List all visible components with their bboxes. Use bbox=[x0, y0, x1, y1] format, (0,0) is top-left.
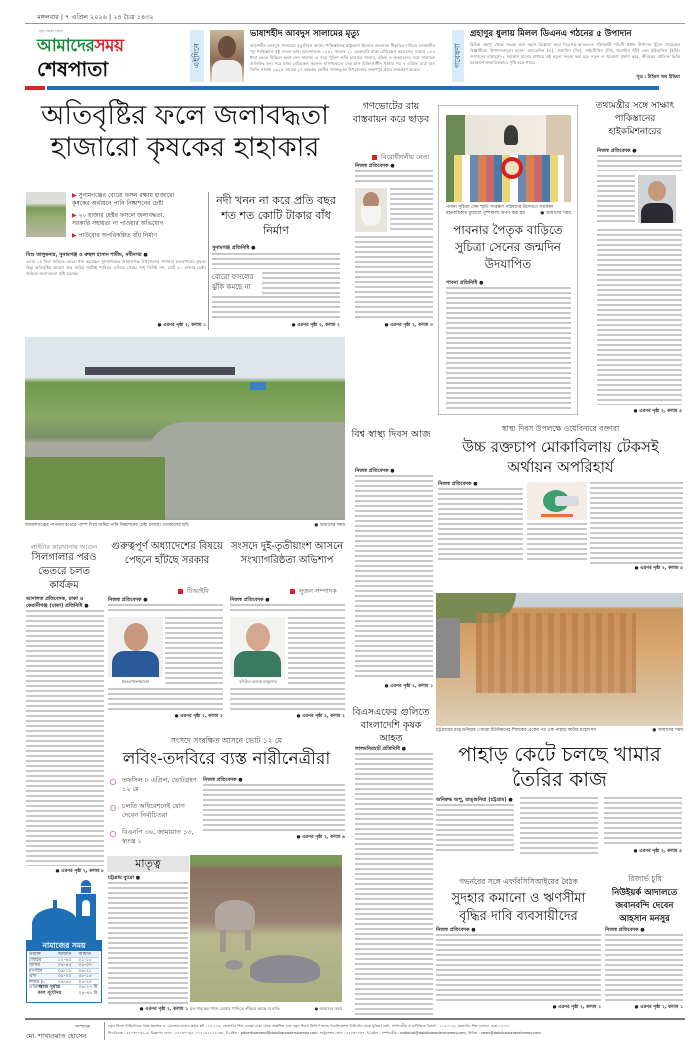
iftekharuzzaman-portrait bbox=[108, 617, 163, 677]
ordinance-tag-text: টিআইবি bbox=[187, 587, 209, 595]
editor-name: মো. শাখাওয়াত হোসেন bbox=[26, 1032, 87, 1040]
namaz-row-cell: আসর bbox=[29, 963, 40, 968]
top-rule bbox=[25, 23, 685, 24]
ordinance-body bbox=[108, 604, 223, 614]
namaz-row-cell: ০৪-৪৫ bbox=[57, 963, 72, 968]
editor-label: সম্পাদক bbox=[75, 1025, 91, 1030]
songshod-photo-caption: বদিউল আলম মজুমদার bbox=[239, 679, 277, 684]
silgala-body bbox=[26, 610, 104, 866]
red-square-icon bbox=[178, 589, 183, 594]
lead-continued[interactable]: ● এরপর পৃষ্ঠা ২, কলাম ১ bbox=[157, 323, 206, 328]
matritto-headline: মাতৃত্ব bbox=[135, 857, 161, 870]
leader-portrait bbox=[355, 188, 387, 232]
bp-byline: নিজস্ব প্রতিবেদক ● bbox=[438, 481, 478, 487]
songshod-continued[interactable]: ● এরপর পৃষ্ঠা ২, কলাম ২ bbox=[296, 714, 345, 719]
bsf-body bbox=[355, 753, 433, 1015]
footer-divider bbox=[104, 1022, 105, 1040]
triangle-bullet-icon: ▶ bbox=[72, 212, 79, 219]
gonovote-continued[interactable]: ● এরপর পৃষ্ঠা ২, কলাম ৩ bbox=[384, 323, 433, 328]
nodi-continued[interactable]: ● এরপর পৃষ্ঠা ২, কলাম ২ bbox=[291, 323, 340, 328]
ordinance-body bbox=[108, 688, 223, 712]
namaz-row-cell: ০৮-০০ bbox=[57, 974, 72, 979]
logo-part2: সময় bbox=[94, 36, 124, 56]
bsf-headline: বিএসএফের গুলিতে বাংলাদেশি কৃষক আহত bbox=[352, 707, 430, 744]
lead-headline-line1: অতিবৃষ্টির ফলে জলাবদ্ধতা bbox=[40, 100, 330, 131]
nodi-byline: সুনামগঞ্জ প্রতিনিধি ● bbox=[212, 245, 256, 251]
ei-dine-body: ভাষাশহীদ আবদুস সালামের মৃত্যুদিবস আজ। পাকিস্তানের রাষ্ট্রভাষা হিসেবে বাংলাকে স্বীকৃতির দাবিতে তৎকালীন পূর্ব পাকিস্তানে সৃষ্ট বাংলা ভাষা আন্দোলনে ১৯৫২ সালের ২১ ফেব্রুয়ারি ঢাকা মেডিকেল কলেজের সামনে ১৪৪ ধারা ভেঙে মিছিলে অংশ নেন সালাম। এ সময় পুলিশ গুলি চালালে সালাম, রফিক ও জব্বারদের সঙ্গে সালামও গুলিবিদ্ধ হন। পরে ঢাকা মেডিকেল কলেজ হাসপাতালে দেড় মাস চিকিৎসাধীন থাকার পর ৭ এপ্রিল মারা যান তিনি। সালাম ১৯২৫ সালের ২৭ নভেম্বর ফেনীর দাগনভূঞা উপজেলার লক্ষণপুর গ্রামে জন্মগ্রহণ করেন। bbox=[250, 43, 435, 72]
songshod-tag bbox=[290, 586, 337, 597]
matritto-body bbox=[108, 882, 188, 1005]
pahar-photo-credit: ● আমাদের সময় bbox=[652, 728, 683, 733]
gonovote-byline: নিজস্ব প্রতিবেদক ● bbox=[355, 163, 395, 169]
nodi-headline: নদী খনন না করে প্রতি বছর শত শত কোটি টাকার বাঁধ নির্মাণ bbox=[216, 194, 336, 237]
ordinance-headline: গুরুত্বপূর্ণ অধ্যাদেশের বিষয়ে পেছনে হাঁটছে সরকার bbox=[111, 541, 223, 566]
sudhar-byline: নিজস্ব প্রতিবেদক ● bbox=[436, 927, 476, 933]
sunrise-label: কাল সূর্যোদয় bbox=[37, 991, 62, 996]
pahar-headline: পাহাড় কেটে চলছে খামার তৈরির কাজ bbox=[458, 742, 661, 791]
sunset-label: আজ সূর্যাস্ত bbox=[38, 985, 61, 990]
nodi-body bbox=[262, 272, 340, 294]
tothyomontri-body bbox=[597, 229, 682, 405]
bp-illustration bbox=[527, 482, 587, 520]
imprint-line-1: নতুন সিনস লিমিটেডের পক্ষে প্রকাশক ড. মোবাশ্বার হাসান কর্তৃক প্লট ১১৫-১১৬, তেজগাঁও শিল্প এলাকা ঢাকা থেকে প্রকাশিত এবং নতুন সিনস প্রিন্টার্স অ্যান্ড পাবলিকেশন্স লিমিটেড থেকে মুদ্রিত। বার্তা, সম্পাদকীয় ও বাণিজ্যিক বিভাগ : ১১৫-১১৬, তেজগাঁও শিল্প এলাকা, ঢাকা-১২০৮। bbox=[108, 1024, 510, 1028]
red-square-icon bbox=[290, 589, 295, 594]
silgala-continued[interactable]: ● এরপর পৃষ্ঠা ২, কলাম ৮ bbox=[55, 869, 104, 874]
suchitra-photo bbox=[446, 115, 571, 202]
namaz-header-cell: আজান bbox=[57, 952, 72, 957]
dateline: মঙ্গলবার | ৭ এপ্রিল ২০২৬ | ২৪ চৈত্র ১৪৩২ bbox=[37, 13, 154, 21]
shastho-body bbox=[355, 475, 433, 680]
sudhar-kicker: গভর্নরের সঙ্গে এফবিসিসিআইয়ের বৈঠক bbox=[459, 877, 578, 886]
pahar-body bbox=[520, 797, 598, 854]
gonovote-tag bbox=[372, 152, 429, 163]
suchitra-photo-caption: পাবনা সুচিত্রা সেন স্মৃতি সংরক্ষণ পরিষদের উদ্যোগে গতকাল মহানায়িকার ম্যুরালে পুষ্পমাল্য অর্পণ করা হয় bbox=[446, 205, 554, 216]
nari-bullet: তফসিল ৮ এপ্রিল, ভোটগ্রহণ ১২ মে bbox=[122, 776, 197, 793]
section-title: শেষপাতা bbox=[37, 57, 109, 81]
matritto-byline: চট্টগ্রাম ব্যুরো ● bbox=[108, 875, 141, 881]
gonovote-tag-text: বিরোধীদলীয় নেতা bbox=[381, 153, 430, 161]
suchitra-photo-credit: ● আমাদের সময় bbox=[540, 211, 571, 216]
nari-bullet: চলতি অধিবেশনেই যোগ দেবেন নির্বাচিতরা bbox=[122, 802, 185, 819]
tothyomontri-headline: তথ্যমন্ত্রীর সঙ্গে সাক্ষাৎ পাকিস্তানের হাইকমিশনারের bbox=[595, 101, 675, 137]
bp-continued[interactable]: ● এরপর পৃষ্ঠা ২, কলাম ৫ bbox=[634, 566, 683, 571]
nodi-body bbox=[212, 296, 340, 320]
triangle-bullet-icon: ▶ bbox=[72, 232, 79, 239]
circle-bullet-icon bbox=[110, 831, 116, 837]
tothyomontri-body bbox=[597, 155, 682, 171]
ei-dine-tab: এইদিনে bbox=[190, 30, 204, 82]
lead-photo-credit: ● আমাদের সময় bbox=[314, 523, 345, 528]
lead-thumb-photo bbox=[26, 192, 66, 237]
sudhar-body bbox=[436, 934, 601, 1002]
tothyomontri-byline: নিজস্ব প্রতিবেদক ● bbox=[597, 148, 637, 154]
ordinance-photo-caption: ইফতেখারুজ্জামান bbox=[121, 679, 150, 684]
gobeshona-body: রিউগু গ্রহাণু থেকে সংগ্রহ করা নমুনা বিশ্লেষণ করে ডিএনএ-আরএনএ গঠনকারী পাঁচটি প্রধান উপাদান খুঁজে পেয়েছেন বিজ্ঞানীরা। উপাদানগুলো হলো- অ্যাডেনিন (এ), গুয়ানিন (জি), সাইটোসিন (সি), থায়ামিন (টি) এবং ইউরাসিল (ইউ)। জাপানের হায়াবুসা-২ মহাকাশ যানের মাধ্যমে এই নমুনা সংগ্রহ করা হয়। নতুন এ গবেষণা প্রমাণ করে, জীবনের মৌলিক ভিত্তি মহাকাশে স্বাভাবিকভাবে সৃষ্টি হতে পারে। bbox=[470, 42, 680, 65]
red-square-icon bbox=[372, 155, 377, 160]
bp-body bbox=[590, 482, 683, 564]
logo-tagline: নতুন সময়ের দৈনিক bbox=[39, 29, 63, 33]
pahar-photo-caption: চট্টগ্রামের রাঙ্গুনিয়ার পোমরা ইউনিয়নের শিলকের একের পর এক পাহাড় কাটার মহোৎসব bbox=[436, 728, 596, 733]
gonovote-body bbox=[355, 236, 433, 320]
pahar-body bbox=[604, 797, 682, 845]
suchitra-body bbox=[446, 287, 571, 409]
gonovote-headline: গণভোটের রায় বাস্তবায়ন করে ছাড়ব bbox=[352, 101, 430, 125]
sunrise-time: ০৫-৪৫ মি. bbox=[78, 991, 99, 996]
nari-body bbox=[203, 784, 345, 833]
pahar-photo bbox=[436, 593, 683, 726]
lead-bullet: পাউবোর অপরিকল্পিত বাঁধ নির্মাণ bbox=[78, 232, 157, 239]
elephant-photo-caption: মৃত শাবকের পাশে ডোবার পানিতে দাঁড়িয়ে আছে মা হাতি bbox=[190, 1006, 280, 1011]
ordinance-tag bbox=[178, 586, 209, 597]
namaz-title: নামাজের সময় bbox=[27, 941, 101, 951]
lead-body: এবার ১৫ বিঘা জমিতে বোরো ধান করেছেন সুনামগঞ্জের জামালগঞ্জ উপজেলার পাগনার হাওরপারের কৃষক। কিন্তু অতিবৃষ্টির কারণে তার জমির সবটাই পানিতে তলিয়ে গেছে। শুধু তিনিই নন, মোট ২০ হাজার হেক্টর জমিতে জলাবদ্ধতা সৃষ্টি হয়েছে। bbox=[26, 259, 206, 276]
circle-bullet-icon bbox=[110, 779, 116, 785]
namaz-row-cell: জোহর bbox=[29, 957, 42, 963]
bp-body bbox=[527, 523, 587, 563]
gobeshona-source: সূত্র : টাইমস অব ইন্ডিয়া bbox=[636, 75, 680, 80]
suchitra-headline: পাবনার পৈতৃক বাড়িতে সুচিত্রা সেনের জন্মদিন উদযাপিত bbox=[453, 223, 563, 271]
lead-bullets bbox=[72, 192, 182, 240]
mosque-icon bbox=[26, 880, 102, 940]
namaz-header-cell: ওয়াক্ত bbox=[29, 952, 41, 957]
lead-photo-caption: জামালগঞ্জের পাগনার হাওরে পাম্প দিয়ে জমির পানি নিষ্কাশনের চেষ্টা চলছে। গতকালের ছবি bbox=[25, 523, 189, 528]
namaz-table bbox=[26, 940, 102, 1003]
songshod-headline: সংসদে দুই-তৃতীয়াংশ আসনে সংখ্যাগরিষ্ঠতা অভিশাপ bbox=[230, 541, 344, 566]
reserve-headline: নিউইয়র্ক আদালতে জবানবন্দি দেবেন আহসান মনসুর bbox=[611, 888, 678, 924]
bsf-byline: লালমনিরহাট প্রতিনিধি ● bbox=[355, 746, 407, 752]
bp-kicker: স্বাস্থ্য দিবস উপলক্ষে ওয়েবিনারে বক্তারা bbox=[501, 424, 620, 433]
ordinance-body bbox=[165, 617, 223, 687]
triangle-bullet-icon: ▶ bbox=[72, 192, 79, 199]
silgala-headline: সিলগালার পরও ভেতরে চলত কার্যক্রম bbox=[31, 552, 97, 591]
nari-byline: নিজস্ব প্রতিবেদক ● bbox=[203, 777, 243, 783]
lead-photo bbox=[25, 337, 345, 520]
lead-headline bbox=[25, 100, 345, 164]
namaz-rows bbox=[27, 951, 101, 998]
nari-headline: লবিং-তদবিরে ব্যস্ত নারীনেত্রীরা bbox=[122, 749, 331, 769]
namaz-row-cell: মাগরিব bbox=[29, 968, 43, 974]
sunset-time: ০৬-১৭ মি. bbox=[78, 985, 99, 990]
ordinance-byline: নিজস্ব প্রতিবেদক ● bbox=[108, 597, 148, 603]
imprint-line-2: পিএবিএক্স : ৫৫০৩০০৩১-৬, বিজ্ঞাপন ফোন : ৫৫০৩০০৩৫, ০১৭১৪২১২২১৩৮, ই-মেইল : advertisement@dainikamadershomoy.com, সার্কুলেশন ফোন : ৫৫০৩০০৩৭, ই-মেইল : সম্পাদকীয় : editorial@dainikamadershomoy.com, নিউজ : news@dainikamadershomoy.com bbox=[108, 1031, 541, 1035]
sudhar-continued[interactable]: ● এরপর পৃষ্ঠা ২, কলাম ১ bbox=[552, 1005, 601, 1010]
logo-part1: আমাদের bbox=[37, 36, 95, 56]
ei-dine-title: ভাষাশহীদ আবদুস সালামের মৃত্যু bbox=[250, 29, 360, 39]
namaz-row-cell: ০৪-৫৫ bbox=[57, 979, 72, 985]
shastho-continued[interactable]: ● এরপর পৃষ্ঠা ২, কলাম ১ bbox=[384, 684, 433, 689]
namaz-row-cell: ০১-১৫ bbox=[78, 957, 93, 963]
namaz-row-cell: এশা bbox=[29, 974, 37, 979]
sudhar-headline: সুদহার কমানো ও ঋণসীমা বৃদ্ধির দাবি ব্যবসায়ীদের bbox=[451, 891, 586, 924]
badiul-alam-portrait bbox=[230, 617, 285, 677]
namaz-row-cell: ফজর (৮ এপ্রিল) bbox=[29, 979, 46, 990]
namaz-row-cell: ১২-৪৫ bbox=[57, 957, 72, 963]
pahar-body bbox=[436, 804, 514, 854]
namaz-row-cell: ০৫-০০ bbox=[78, 963, 93, 968]
songshod-tag-text: সুজন সম্পাদক bbox=[299, 587, 337, 595]
header-red-bar bbox=[25, 86, 45, 90]
namaz-row-cell: ০৬-২৮ bbox=[78, 968, 93, 974]
songshod-body bbox=[230, 604, 345, 614]
gonovote-body bbox=[355, 170, 433, 184]
nari-bullet: বিএনপি ৩৬, জামায়াত ১৩, স্বতন্ত্র ১ bbox=[122, 828, 194, 845]
gobeshona-title: গ্রহাণুর ধুলায় মিলল ডিএনএ গঠনের ৫ উপাদান bbox=[470, 29, 632, 39]
matritto-continued[interactable]: ● এরপর পৃষ্ঠা ২, কলাম ১ bbox=[139, 1007, 188, 1012]
reserve-kicker: রিজার্ভ চুরি bbox=[628, 874, 662, 883]
gonovote-body bbox=[390, 188, 433, 232]
circle-bullet-icon bbox=[110, 805, 116, 811]
namaz-header-cell: জামাত bbox=[78, 952, 92, 957]
sunrise-row bbox=[29, 991, 99, 997]
songshod-byline: নিজস্ব প্রতিবেদক ● bbox=[230, 597, 270, 603]
suchitra-byline: পাবনা প্রতিনিধি ● bbox=[446, 280, 484, 286]
high-commissioner-portrait bbox=[638, 175, 676, 223]
bp-body bbox=[438, 488, 523, 563]
nari-kicker: সংসদে সংরক্ষিত আসনে ভোট ১২ মে bbox=[170, 736, 283, 745]
reserve-continued[interactable]: ● এরপর পৃষ্ঠা ২, কলাম ১ bbox=[634, 1005, 683, 1010]
lead-byline: বিশু তালুকদার, সুনামগঞ্জ ও রুহুল হাসান শামীম, নবীনগর ● bbox=[26, 252, 148, 258]
namaz-row-cell: ০৫-২৫ bbox=[78, 979, 93, 985]
tothyomontri-continued[interactable]: ● এরপর পৃষ্ঠা ২, কলাম ৫ bbox=[633, 409, 682, 414]
pahar-byline: অনিরুদ্ধ অপু, রাঙ্গুনিয়া (চট্টগ্রাম) ● bbox=[436, 797, 513, 803]
shastho-byline: নিজস্ব প্রতিবেদক ● bbox=[355, 468, 395, 474]
ordinance-continued[interactable]: ● এরপর পৃষ্ঠা ২, কলাম ২ bbox=[174, 714, 223, 719]
bp-headline: উচ্চ রক্তচাপ মোকাবিলায় টেকসই অর্থায়ন অপরিহার্য bbox=[462, 438, 659, 476]
reserve-body bbox=[605, 934, 683, 1002]
nodi-body bbox=[212, 253, 340, 269]
songshod-body bbox=[230, 688, 345, 712]
header-blue-bar bbox=[47, 86, 659, 90]
salam-portrait bbox=[210, 30, 244, 82]
namaz-row-cell: ০৮-১৫ bbox=[78, 974, 93, 979]
namaz-row-cell: ০৬-১৮ bbox=[57, 968, 72, 974]
elephant-photo bbox=[190, 855, 342, 1002]
nodi-pull-quote: বোরো ফসলের ঝুঁকি কমছে না bbox=[212, 273, 254, 291]
lead-headline-line2: হাজারো কৃষকের হাহাকার bbox=[50, 132, 320, 163]
elephant-photo-credit: ● আমাদের সময় bbox=[314, 1006, 342, 1011]
lead-bullet: সুনামগঞ্জের বোরো ফসল রক্ষায় হাজারো কৃষকের অর্থায়নে পানি নিষ্কাশনের চেষ্টা bbox=[72, 192, 175, 207]
column-divider bbox=[208, 192, 209, 330]
nari-bullets bbox=[110, 776, 202, 846]
silgala-kicker: লাইটার কারখানায় আগুন bbox=[30, 543, 98, 551]
nari-continued[interactable]: ● এরপর পৃষ্ঠা ২, কলাম ৬ bbox=[296, 835, 345, 840]
reserve-byline: নিজস্ব প্রতিবেদক ● bbox=[605, 927, 645, 933]
tothyomontri-body bbox=[597, 175, 635, 225]
silgala-byline: আদালত প্রতিবেদক, ঢাকা ও কেরানীগঞ্জ (ঢাকা) প্রতিনিধি ● bbox=[26, 596, 89, 609]
pahar-continued[interactable]: ● এরপর পৃষ্ঠা ২, কলাম ৫ bbox=[633, 849, 682, 854]
lead-bullet: ২০ হাজার হেক্টর ফসলে জলাবদ্ধতা, সরকারি সহায়তা না পাওয়ার অভিযোগ bbox=[72, 212, 165, 227]
gobeshona-tab: গবেষণা bbox=[452, 30, 464, 82]
shastho-headline: বিশ্ব স্বাস্থ্য দিবস আজ bbox=[351, 429, 431, 440]
footer-rule bbox=[25, 1018, 685, 1020]
songshod-body bbox=[288, 617, 345, 687]
